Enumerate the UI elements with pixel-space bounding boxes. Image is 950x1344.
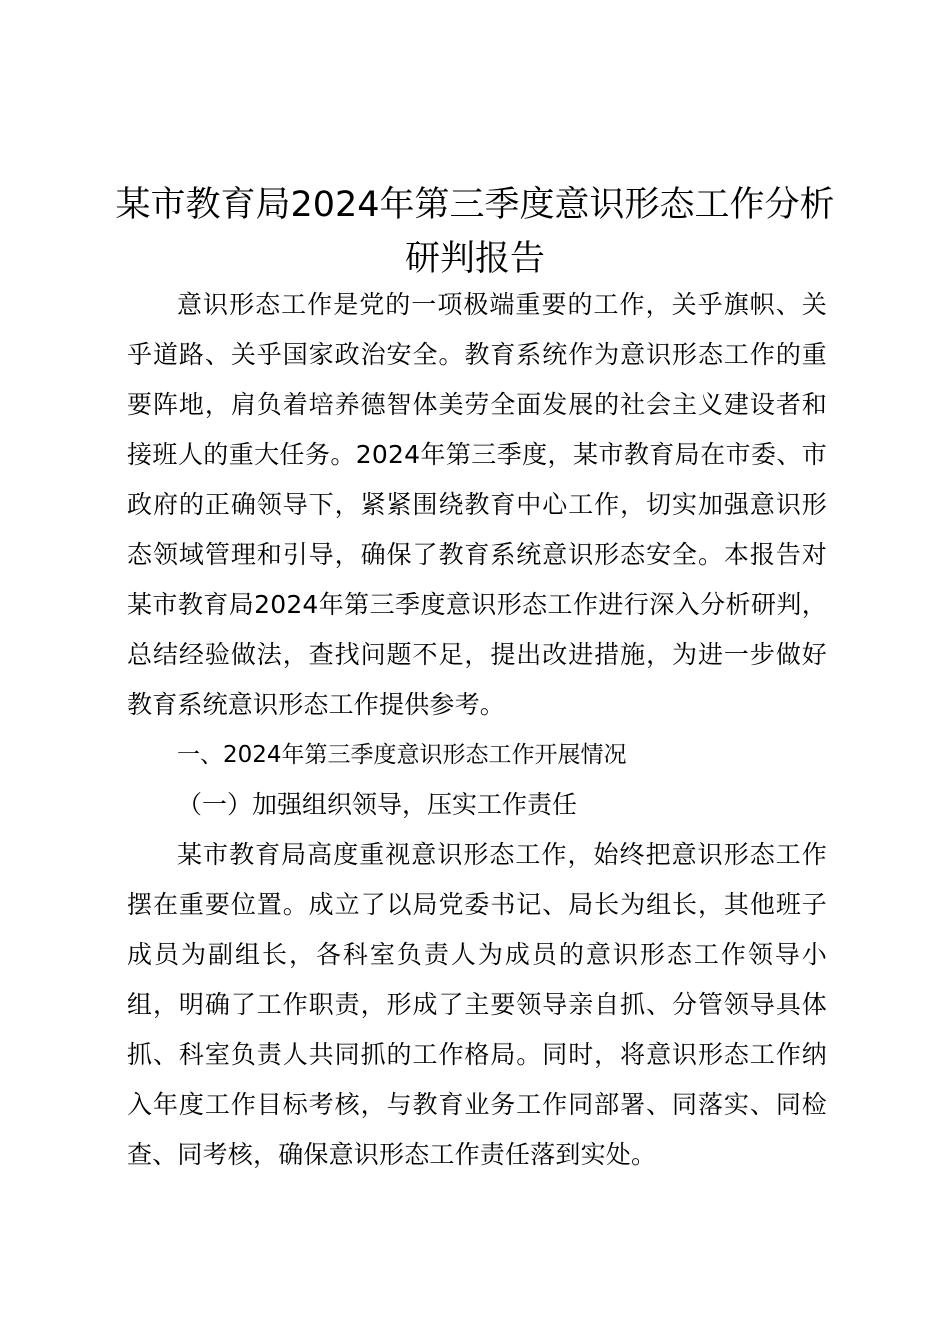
subsection-paragraph: 某市教育局高度重视意识形态工作，始终把意识形态工作摆在重要位置。成立了以局党委书记、局长为组长，其他班子成员为副组长，各科室负责人为成员的意识形态工作领导小组，明确了工作职责，形成了主要领导亲自抓、分管领导具体抓、科室负责人共同抓的工作格局。同时，将意识形态工作纳入年度工作目标考核，与教育业务工作同部署、同落实、同检查、同考核，确保意识形态工作责任落到实处。 <box>127 840 827 1169</box>
intro-paragraph: 意识形态工作是党的一项极端重要的工作，关乎旗帜、关乎道路、关乎国家政治安全。教育系统作为意识形态工作的重要阵地，肩负着培养德智体美劳全面发展的社会主义建设者和接班人的重大任务。2024年第三季度，某市教育局在市委、市政府的正确领导下，紧紧围绕教育中心工作，切实加强意识形态领域管理和引导，确保了教育系统意识形态安全。本报告对某市教育局2024年第三季度意识形态工作进行深入分析研判，总结经验做法，查找问题不足，提出改进措施，为进一步做好教育系统意识形态工作提供参考。 <box>127 290 827 719</box>
subsection-heading: （一）加强组织领导，压实工作责任 <box>177 790 578 819</box>
document-title: 某市教育局2024年第三季度意识形态工作分析研判报告 <box>115 185 835 279</box>
document-body <box>127 280 827 1180</box>
section-heading: 一、2024年第三季度意识形态工作开展情况 <box>177 742 627 768</box>
